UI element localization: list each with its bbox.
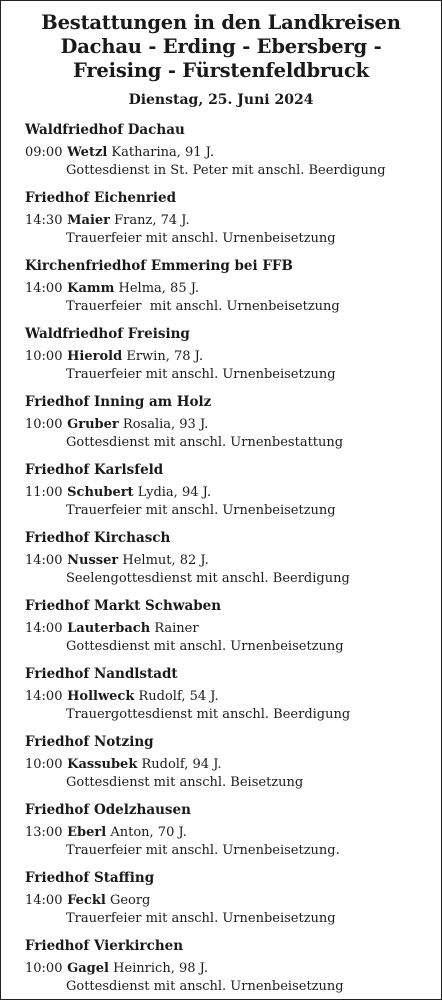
funeral-time: 14:00 — [25, 621, 63, 636]
deceased-details: Erwin, 78 J. — [126, 349, 203, 364]
deceased-details: Heinrich, 98 J. — [113, 961, 208, 976]
funeral-time-and-name — [25, 484, 425, 502]
deceased-details: Rudolf, 94 J. — [141, 757, 222, 772]
funeral-entry — [25, 733, 425, 801]
funeral-time: 09:00 — [25, 145, 63, 160]
funeral-entry — [25, 325, 425, 393]
service-description: Trauerfeier mit anschl. Urnenbeisetzung — [66, 911, 336, 926]
funeral-entry — [25, 393, 425, 461]
funeral-entry — [25, 461, 425, 529]
funeral-time: 14:00 — [25, 689, 63, 704]
service-description: Seelengottesdienst mit anschl. Beerdigung — [66, 571, 350, 586]
deceased-details: Anton, 70 J. — [110, 825, 187, 840]
deceased-surname: Hierold — [67, 349, 123, 364]
deceased-surname: Kassubek — [67, 757, 138, 772]
funeral-entry — [25, 121, 425, 189]
funeral-time-and-name — [25, 824, 425, 842]
deceased-details: Katharina, 91 J. — [111, 145, 214, 160]
funeral-entry — [25, 529, 425, 597]
funeral-time-and-name — [25, 960, 425, 978]
cemetery-name: Friedhof Inning am Holz — [25, 394, 212, 410]
funeral-time: 13:00 — [25, 825, 63, 840]
funeral-entry — [25, 257, 425, 325]
deceased-details: Franz, 74 J. — [114, 213, 190, 228]
funeral-time: 10:00 — [25, 757, 63, 772]
funeral-time: 10:00 — [25, 349, 63, 364]
funeral-time-and-name — [25, 212, 425, 230]
deceased-details: Rosalia, 93 J. — [122, 417, 209, 432]
deceased-details: Helma, 85 J. — [118, 281, 200, 296]
funeral-time-and-name — [25, 348, 425, 366]
cemetery-name: Waldfriedhof Dachau — [25, 122, 185, 138]
cemetery-name: Kirchenfriedhof Emmering bei FFB — [25, 258, 293, 274]
cemetery-name: Friedhof Odelzhausen — [25, 802, 191, 818]
notice-title-line-2: Dachau - Erding - Ebersberg - — [60, 35, 382, 58]
notice-title-line-3: Freising - Fürstenfeldbruck — [73, 59, 369, 82]
deceased-surname: Wetzl — [67, 145, 108, 160]
notice-header — [17, 1, 425, 109]
funeral-time: 14:00 — [25, 281, 63, 296]
notice-title-line-1: Bestattungen in den Landkreisen — [41, 11, 401, 34]
funeral-entry — [25, 665, 425, 733]
funeral-entry — [25, 189, 425, 257]
deceased-surname: Lauterbach — [67, 621, 151, 636]
deceased-surname: Hollweck — [67, 689, 135, 704]
cemetery-name: Waldfriedhof Freising — [25, 326, 190, 342]
funeral-time-and-name — [25, 688, 425, 706]
cemetery-name: Friedhof Markt Schwaben — [25, 598, 222, 614]
cemetery-name: Friedhof Staffing — [25, 870, 155, 886]
deceased-surname: Nusser — [67, 553, 119, 568]
cemetery-name: Friedhof Karlsfeld — [25, 462, 164, 478]
deceased-surname: Eberl — [67, 825, 107, 840]
service-description: Trauergottesdienst mit anschl. Beerdigung — [66, 707, 351, 722]
cemetery-name: Friedhof Nandlstadt — [25, 666, 178, 682]
funeral-entry — [25, 597, 425, 665]
notice-date: Dienstag, 25. Juni 2024 — [128, 92, 314, 108]
funeral-list — [25, 121, 425, 1005]
funeral-time: 10:00 — [25, 961, 63, 976]
funeral-time: 14:00 — [25, 553, 63, 568]
cemetery-name: Friedhof Kirchasch — [25, 530, 171, 546]
cemetery-name: Friedhof Notzing — [25, 734, 154, 750]
funeral-time-and-name — [25, 280, 425, 298]
funeral-time: 14:30 — [25, 213, 63, 228]
deceased-surname: Schubert — [67, 485, 134, 500]
deceased-surname: Gruber — [67, 417, 119, 432]
funeral-time: 10:00 — [25, 417, 63, 432]
service-description: Gottesdienst mit anschl. Urnenbeisetzung — [66, 639, 344, 654]
service-description: Trauerfeier mit anschl. Urnenbeisetzung — [66, 231, 336, 246]
funeral-time-and-name — [25, 144, 425, 162]
cemetery-name: Friedhof Eichenried — [25, 190, 177, 206]
funeral-entry — [25, 801, 425, 869]
deceased-details: Georg — [109, 893, 151, 908]
service-description: Trauerfeier mit anschl. Urnenbeisetzung — [66, 503, 336, 518]
service-description: Gottesdienst mit anschl. Beisetzung — [66, 775, 304, 790]
deceased-details: Rudolf, 54 J. — [138, 689, 219, 704]
cemetery-name: Friedhof Vierkirchen — [25, 938, 184, 954]
deceased-details: Lydia, 94 J. — [137, 485, 211, 500]
service-description: Gottesdienst in St. Peter mit anschl. Beerdigung — [66, 163, 386, 178]
deceased-surname: Maier — [67, 213, 111, 228]
funeral-entry — [25, 869, 425, 937]
funeral-time-and-name — [25, 892, 425, 910]
service-description: Gottesdienst mit anschl. Urnenbestattung — [66, 435, 344, 450]
deceased-details: Helmut, 82 J. — [122, 553, 209, 568]
funeral-time: 11:00 — [25, 485, 63, 500]
funeral-time-and-name — [25, 416, 425, 434]
funeral-time-and-name — [25, 552, 425, 570]
deceased-details: Rainer — [154, 621, 199, 636]
funeral-time: 14:00 — [25, 893, 63, 908]
funeral-time-and-name — [25, 620, 425, 638]
service-description: Trauerfeier mit anschl. Urnenbeisetzung — [66, 299, 340, 314]
deceased-surname: Gagel — [67, 961, 109, 976]
funeral-entry — [25, 937, 425, 1005]
service-description: Trauerfeier mit anschl. Urnenbeisetzung — [66, 367, 336, 382]
deceased-surname: Feckl — [67, 893, 106, 908]
service-description: Gottesdienst mit anschl. Urnenbeisetzung — [66, 979, 344, 994]
funeral-time-and-name — [25, 756, 425, 774]
deceased-surname: Kamm — [67, 281, 115, 296]
service-description: Trauerfeier mit anschl. Urnenbeisetzung. — [66, 843, 340, 858]
